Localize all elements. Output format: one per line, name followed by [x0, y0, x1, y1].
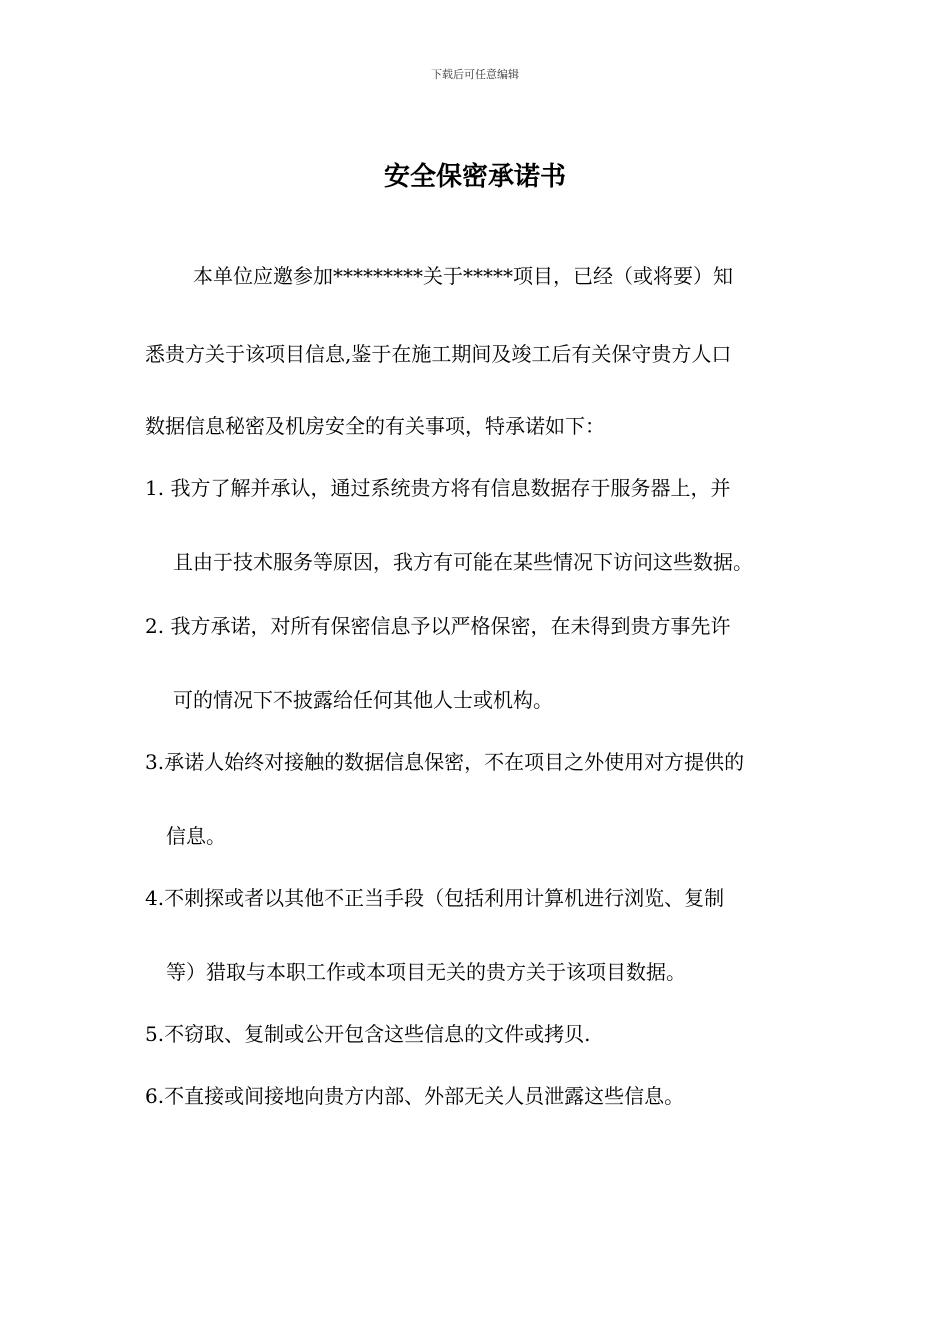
item-4-line-1: 4.不刺探或者以其他不正当手段（包括利用计算机进行浏览、复制 [145, 886, 725, 910]
item-3-line-1: 3.承诺人始终对接触的数据信息保密，不在项目之外使用对方提供的 [145, 750, 745, 774]
document-title: 安全保密承诺书 [383, 162, 566, 192]
item-4-line-2: 等）猎取与本职工作或本项目无关的贵方关于该项目数据。 [166, 960, 686, 984]
item-1-line-1: 1. 我方了解并承认，通过系统贵方将有信息数据存于服务器上，并 [145, 476, 731, 500]
item-3-line-2: 信息。 [166, 824, 226, 848]
header-note: 下载后可任意编辑 [431, 68, 519, 81]
item-6-line-1: 6.不直接或间接地向贵方内部、外部无关人员泄露这些信息。 [145, 1084, 685, 1108]
intro-line-1: 本单位应邀参加*********关于*****项目，已经（或将要）知 [193, 264, 733, 288]
intro-line-2: 悉贵方关于该项目信息,鉴于在施工期间及竣工后有关保守贵方人口 [145, 342, 732, 366]
intro-line-3: 数据信息秘密及机房安全的有关事项，特承诺如下： [145, 414, 605, 438]
item-2-line-1: 2. 我方承诺，对所有保密信息予以严格保密，在未得到贵方事先许 [145, 614, 731, 638]
item-5-line-1: 5.不窃取、复制或公开包含这些信息的文件或拷贝. [145, 1022, 591, 1046]
item-2-line-2: 可的情况下不披露给任何其他人士或机构。 [173, 688, 553, 712]
item-1-line-2: 且由于技术服务等原因，我方有可能在某些情况下访问这些数据。 [173, 550, 753, 574]
